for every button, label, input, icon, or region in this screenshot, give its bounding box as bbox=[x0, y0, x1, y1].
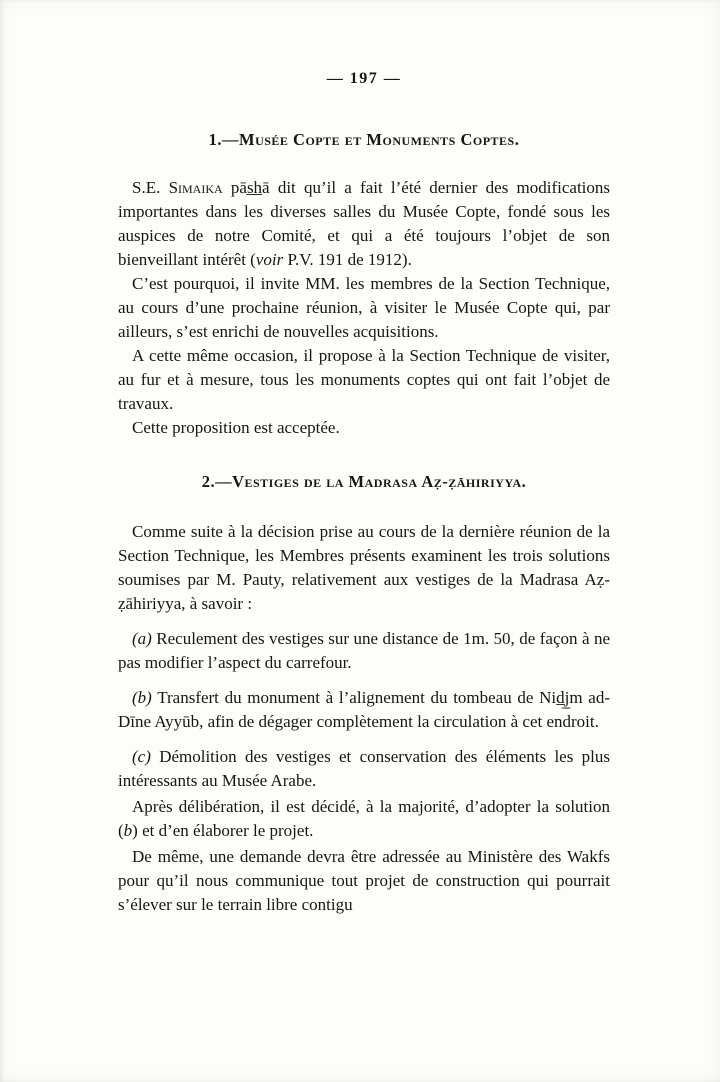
paragraph-simaika bbox=[118, 176, 610, 272]
text-run: S.E. bbox=[132, 178, 169, 197]
list-item-c bbox=[118, 745, 610, 793]
section-1-heading: 1.—Musée Copte et Monuments Coptes. bbox=[208, 130, 520, 149]
paragraph-acceptation: Cette proposition est acceptée. bbox=[132, 418, 340, 437]
text-run: P.V. 191 de 1912). bbox=[283, 250, 412, 269]
paragraph-occasion: A cette même occasion, il propose à la Section Technique de visiter, au fur et à mesure, tous les monuments coptes qui ont fait l’objet de travaux. bbox=[118, 346, 610, 413]
text-run: pās̲h̲ā dit qu’il a fait l’été dernier des modifications importantes dans les diverses salles du Musée Copte, fondé sous les auspices de notre Comité, et qui a été toujours l’objet de son bienveillant intérêt ( bbox=[118, 178, 611, 269]
text-run: Après délibération, il est décidé, à la majorité, d’adopter la solution ( bbox=[118, 797, 610, 840]
section-2-heading: 2.—Vestiges de la Madrasa Aẓ-ẓāhiriyya. bbox=[201, 472, 527, 491]
paragraph-wakfs: De même, une demande devra être adressée au Ministère des Wakfs pour qu’il nous communique tout projet de construction qui pourrait s’élever sur le terrain libre contigu bbox=[118, 847, 610, 914]
text-run: Transfert du monument à l’alignement du tombeau de Nid̲j̲m ad-Dīne Ayyūb, afin de dégager complètement la circulation à cet endroit. bbox=[118, 688, 610, 731]
list-item-b bbox=[118, 686, 610, 734]
item-marker: (c) bbox=[132, 747, 151, 766]
italic-run: voir bbox=[255, 250, 284, 269]
text-run: Reculement des vestiges sur une distance de 1m. 50, de façon à ne pas modifier l’aspect du carrefour. bbox=[118, 629, 610, 672]
item-marker: (a) bbox=[132, 629, 152, 648]
paragraph-decision bbox=[118, 795, 610, 843]
section-madrasa-zahiriyya bbox=[118, 472, 610, 917]
text-run: ) et d’en élaborer le projet. bbox=[132, 821, 314, 840]
italic-run: b bbox=[123, 821, 133, 840]
page-number: — 197 — bbox=[326, 70, 402, 87]
text-run: Démolition des vestiges et conservation des éléments les plus intéressants au Musée Arabe. bbox=[118, 747, 610, 790]
item-marker: (b) bbox=[132, 688, 152, 707]
paragraph-invitation: C’est pourquoi, il invite MM. les membres de la Section Technique, au cours d’une prochaine réunion, à visiter le Musée Copte qui, par ailleurs, s’est enrichi de nouvelles acquisitions. bbox=[118, 274, 610, 341]
list-item-a bbox=[118, 627, 610, 675]
paragraph-solutions-intro: Comme suite à la décision prise au cours de la dernière réunion de la Section Technique, les Membres présents examinent les trois solutions soumises par M. Pauty, relativement aux vestiges de la Madrasa Aẓ-ẓāhiriyya, à savoir : bbox=[118, 522, 610, 613]
section-musee-copte bbox=[118, 130, 610, 440]
person-name-smallcaps: Simaika bbox=[168, 178, 223, 197]
